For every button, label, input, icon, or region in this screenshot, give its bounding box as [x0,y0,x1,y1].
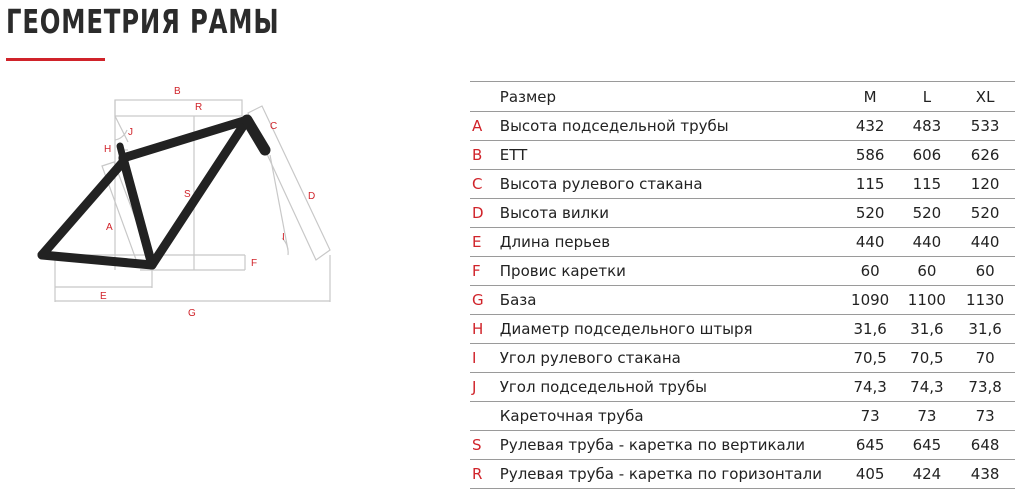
row-value-l: 424 [899,460,956,489]
row-letter: G [470,286,500,315]
row-value-l: 115 [899,170,956,199]
row-value-l: 440 [899,228,956,257]
geometry-table [470,81,1015,489]
row-value-m: 1090 [842,286,899,315]
row-letter: A [470,112,500,141]
row-value-m: 73 [842,402,899,431]
row-value-m: 60 [842,257,899,286]
row-value-xl: 73,8 [955,373,1015,402]
header-size-xl: XL [955,82,1015,112]
seat-stay [42,162,123,255]
row-value-xl: 1130 [955,286,1015,315]
row-value-l: 73 [899,402,956,431]
row-value-m: 405 [842,460,899,489]
row-value-m: 432 [842,112,899,141]
table-row [470,373,1015,402]
table-row [470,402,1015,431]
row-letter: F [470,257,500,286]
header-size-m: M [842,82,899,112]
row-letter [470,402,500,431]
label-J: J [128,127,133,138]
row-value-l: 70,5 [899,344,956,373]
table-row [470,141,1015,170]
header-size-l: L [899,82,956,112]
row-value-xl: 438 [955,460,1015,489]
row-value-l: 74,3 [899,373,956,402]
label-G: G [188,308,196,319]
table-row [470,112,1015,141]
table-row [470,344,1015,373]
label-S: S [184,189,191,200]
row-letter: D [470,199,500,228]
row-value-xl: 440 [955,228,1015,257]
label-D: D [308,191,316,202]
label-R: R [195,102,203,113]
row-letter: C [470,170,500,199]
row-value-m: 520 [842,199,899,228]
table-row [470,228,1015,257]
header-letter-cell [470,82,500,112]
label-A: A [106,222,113,233]
row-value-m: 74,3 [842,373,899,402]
row-value-l: 483 [899,112,956,141]
title-underline [6,58,105,61]
page-title: ГЕОМЕТРИЯ РАМЫ [6,2,280,41]
row-value-l: 31,6 [899,315,956,344]
label-H: H [104,144,112,155]
guide-c-line [270,155,288,250]
row-value-xl: 120 [955,170,1015,199]
table-row [470,286,1015,315]
label-F: F [251,258,258,269]
row-value-m: 440 [842,228,899,257]
row-letter: B [470,141,500,170]
guide-ett-box [115,100,242,116]
row-parameter: Провис каретки [500,257,842,286]
row-letter: S [470,431,500,460]
row-value-xl: 520 [955,199,1015,228]
row-parameter: Высота рулевого стакана [500,170,842,199]
row-value-l: 520 [899,199,956,228]
table-header-row [470,82,1015,112]
row-value-xl: 533 [955,112,1015,141]
row-parameter: Диаметр подседельного штыря [500,315,842,344]
row-value-xl: 648 [955,431,1015,460]
row-letter: R [470,460,500,489]
table-row [470,170,1015,199]
row-parameter: Высота вилки [500,199,842,228]
row-parameter: Рулевая труба - каретка по горизонтали [500,460,842,489]
row-parameter: Рулевая труба - каретка по вертикали [500,431,842,460]
row-value-m: 31,6 [842,315,899,344]
guide-fork-box [248,106,330,260]
row-value-l: 60 [899,257,956,286]
label-C: C [270,121,278,132]
row-parameter: База [500,286,842,315]
row-parameter: Длина перьев [500,228,842,257]
row-parameter: Угол рулевого стакана [500,344,842,373]
table-row [470,199,1015,228]
row-value-xl: 31,6 [955,315,1015,344]
row-letter: H [470,315,500,344]
row-value-l: 645 [899,431,956,460]
row-parameter: ETT [500,141,842,170]
seat-tube [123,158,152,265]
row-value-m: 70,5 [842,344,899,373]
row-letter: E [470,228,500,257]
head-tube [247,120,265,150]
row-parameter: Высота подседельной трубы [500,112,842,141]
guide-j-arc [115,130,127,140]
bike-frame [42,120,265,265]
label-B: B [174,86,181,97]
row-value-xl: 70 [955,344,1015,373]
label-E: E [100,291,107,302]
seat-post [120,146,123,158]
row-value-m: 115 [842,170,899,199]
table-row [470,460,1015,489]
frame-geometry-diagram [30,80,340,325]
row-parameter: Угол подседельной трубы [500,373,842,402]
header-size-label: Размер [500,82,842,112]
row-value-m: 586 [842,141,899,170]
row-letter: J [470,373,500,402]
row-value-xl: 626 [955,141,1015,170]
row-parameter: Кареточная труба [500,402,842,431]
row-value-l: 606 [899,141,956,170]
label-I: I [282,232,285,243]
table-row [470,257,1015,286]
row-value-l: 1100 [899,286,956,315]
row-value-xl: 73 [955,402,1015,431]
guide-j-angle [115,116,128,142]
table-row [470,431,1015,460]
row-value-xl: 60 [955,257,1015,286]
table-row [470,315,1015,344]
row-letter: I [470,344,500,373]
row-value-m: 645 [842,431,899,460]
